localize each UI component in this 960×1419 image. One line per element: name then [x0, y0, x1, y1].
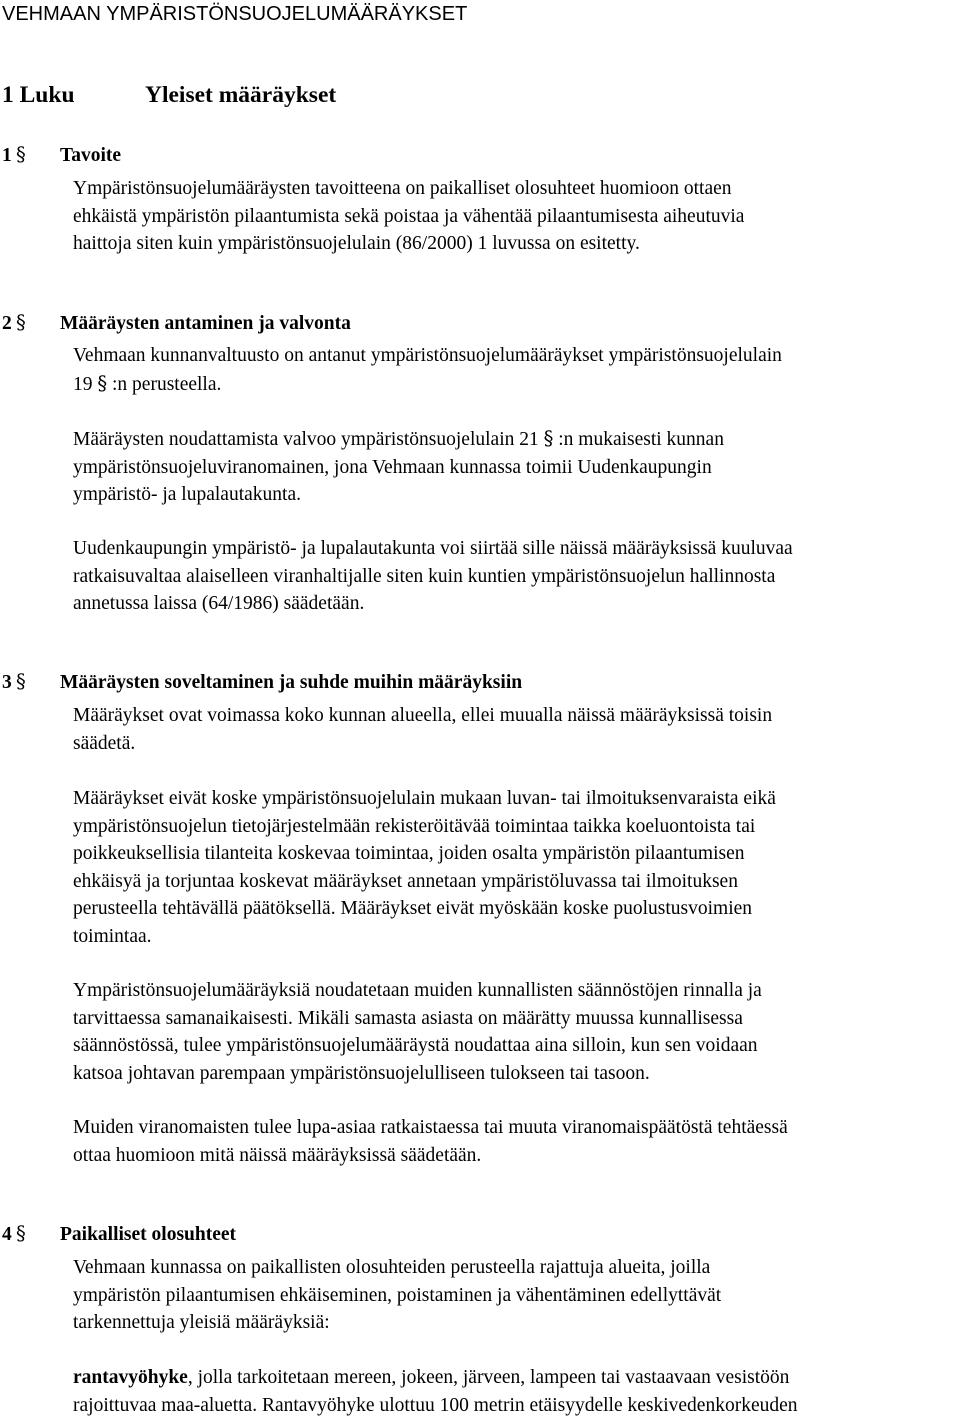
- section-mark: §: [16, 670, 26, 693]
- document-title: VEHMAAN YMPÄRISTÖNSUOJELUMÄÄRÄYKSET: [2, 3, 468, 25]
- paragraph-3-4: Muiden viranomaisten tulee lupa-asiaa ratkaistaessa tai muuta viranomaispäätöstä tehtäessä ottaa huomioon mitä näissä määräyksissä säädetään.: [73, 1117, 788, 1166]
- definition-text-continued: rajoittuvaa maa-aluetta. Rantavyöhyke ulottuu 100 metrin etäisyydelle keskivedenkorkeuden: [73, 1394, 798, 1416]
- paragraph-2-2: Määräysten noudattamista valvoo ympäristönsuojelulain 21 § :n mukaisesti kunnan ympäristönsuojeluviranomainen, jona Vehmaan kunnassa toimii Uudenkaupungin ympäristö- ja lupalautakunta.: [73, 427, 724, 505]
- definition-text: , jolla tarkoitetaan mereen, jokeen, järveen, lampeen tai vastaavaan vesistöön: [187, 1367, 790, 1388]
- chapter-title: Yleiset määräykset: [145, 82, 337, 108]
- section-number: 2: [2, 313, 12, 334]
- paragraph-2-3: Uudenkaupungin ympäristö- ja lupalautakunta voi siirtää sille näissä määräyksissä kuuluvaa ratkaisuvaltaa alaiselleen viranhaltijalle siten kuin kuntien ympäristönsuojelun hallinnosta annetussa laissa (64/1986) säädetään.: [73, 538, 793, 614]
- paragraph-1-1: Ympäristönsuojelumääräysten tavoitteena on paikalliset olosuhteet huomioon ottaen ehkäistä ympäristön pilaantumista sekä poistaa ja vähentää pilaantumisesta aiheutuvia haittoja siten kuin ympäristönsuojelulain (86/2000) 1 luvussa on esitetty.: [73, 178, 745, 254]
- chapter-heading: [2, 80, 336, 110]
- section-mark: §: [16, 311, 26, 334]
- chapter-number: 1 Luku: [2, 82, 75, 108]
- section-title: Määräysten soveltaminen ja suhde muihin määräyksiin: [60, 672, 523, 693]
- paragraph-4-1: Vehmaan kunnassa on paikallisten olosuhteiden perusteella rajattuja alueita, joilla ympäristön pilaantumisen ehkäiseminen, poistaminen ja vähentäminen edellyttävät tarkennettuja yleisiä määräyksiä:: [73, 1257, 722, 1333]
- paragraph-3-3: Ympäristönsuojelumääräyksiä noudatetaan muiden kunnallisten säännöstöjen rinnalla ja tarvittaessa samanaikaisesti. Mikäli samasta asiasta on määrätty muussa kunnallisessa säännöstössä, tulee ympäristönsuojelumääräystä noudattaa aina silloin, kun sen voidaan katsoa johtavan parempaan ympäristönsuojelulliseen tulokseen tai tasoon.: [73, 980, 762, 1084]
- section-mark: §: [16, 1222, 26, 1245]
- paragraph-2-1: Vehmaan kunnanvaltuusto on antanut ympäristönsuojelumääräykset ympäristönsuojelulain 19 § :n perusteella.: [73, 345, 782, 395]
- section-title: Tavoite: [60, 145, 122, 166]
- section-heading-1: [2, 141, 121, 169]
- section-number: 4: [2, 1224, 12, 1245]
- section-mark-inline: §: [97, 371, 108, 395]
- section-title: Paikalliset olosuhteet: [60, 1224, 237, 1245]
- section-heading-4: [2, 1220, 236, 1248]
- paragraph-3-1: Määräykset ovat voimassa koko kunnan alueella, ellei muualla näissä määräyksissä toisin säädetä.: [73, 705, 773, 754]
- section-heading-2: [2, 309, 351, 337]
- section-number: 1: [2, 145, 12, 166]
- section-title: Määräysten antaminen ja valvonta: [60, 313, 351, 334]
- section-number: 3: [2, 672, 12, 693]
- section-mark: §: [16, 143, 26, 166]
- paragraph-3-2: Määräykset eivät koske ympäristönsuojelulain mukaan luvan- tai ilmoituksenvaraista eikä ympäristönsuojelun tietojärjestelmään rekisteröitävää toimintaa taikka koeluontoista tai poikkeuksellisia tilanteita koskevaa toimintaa, joiden osalta ympäristön pilaantumisen ehkäisyä ja torjuntaa koskevat määräykset annetaan ympäristöluvassa tai ilmoituksen perusteella tehtävällä päätöksellä. Määräykset eivät myöskään koske puolustusvoimien toimintaa.: [73, 788, 776, 947]
- section-mark-inline: §: [543, 427, 554, 450]
- definition-term: rantavyöhyke: [73, 1367, 188, 1388]
- section-heading-3: [2, 668, 522, 696]
- definition-rantavyohyke: [73, 1364, 957, 1419]
